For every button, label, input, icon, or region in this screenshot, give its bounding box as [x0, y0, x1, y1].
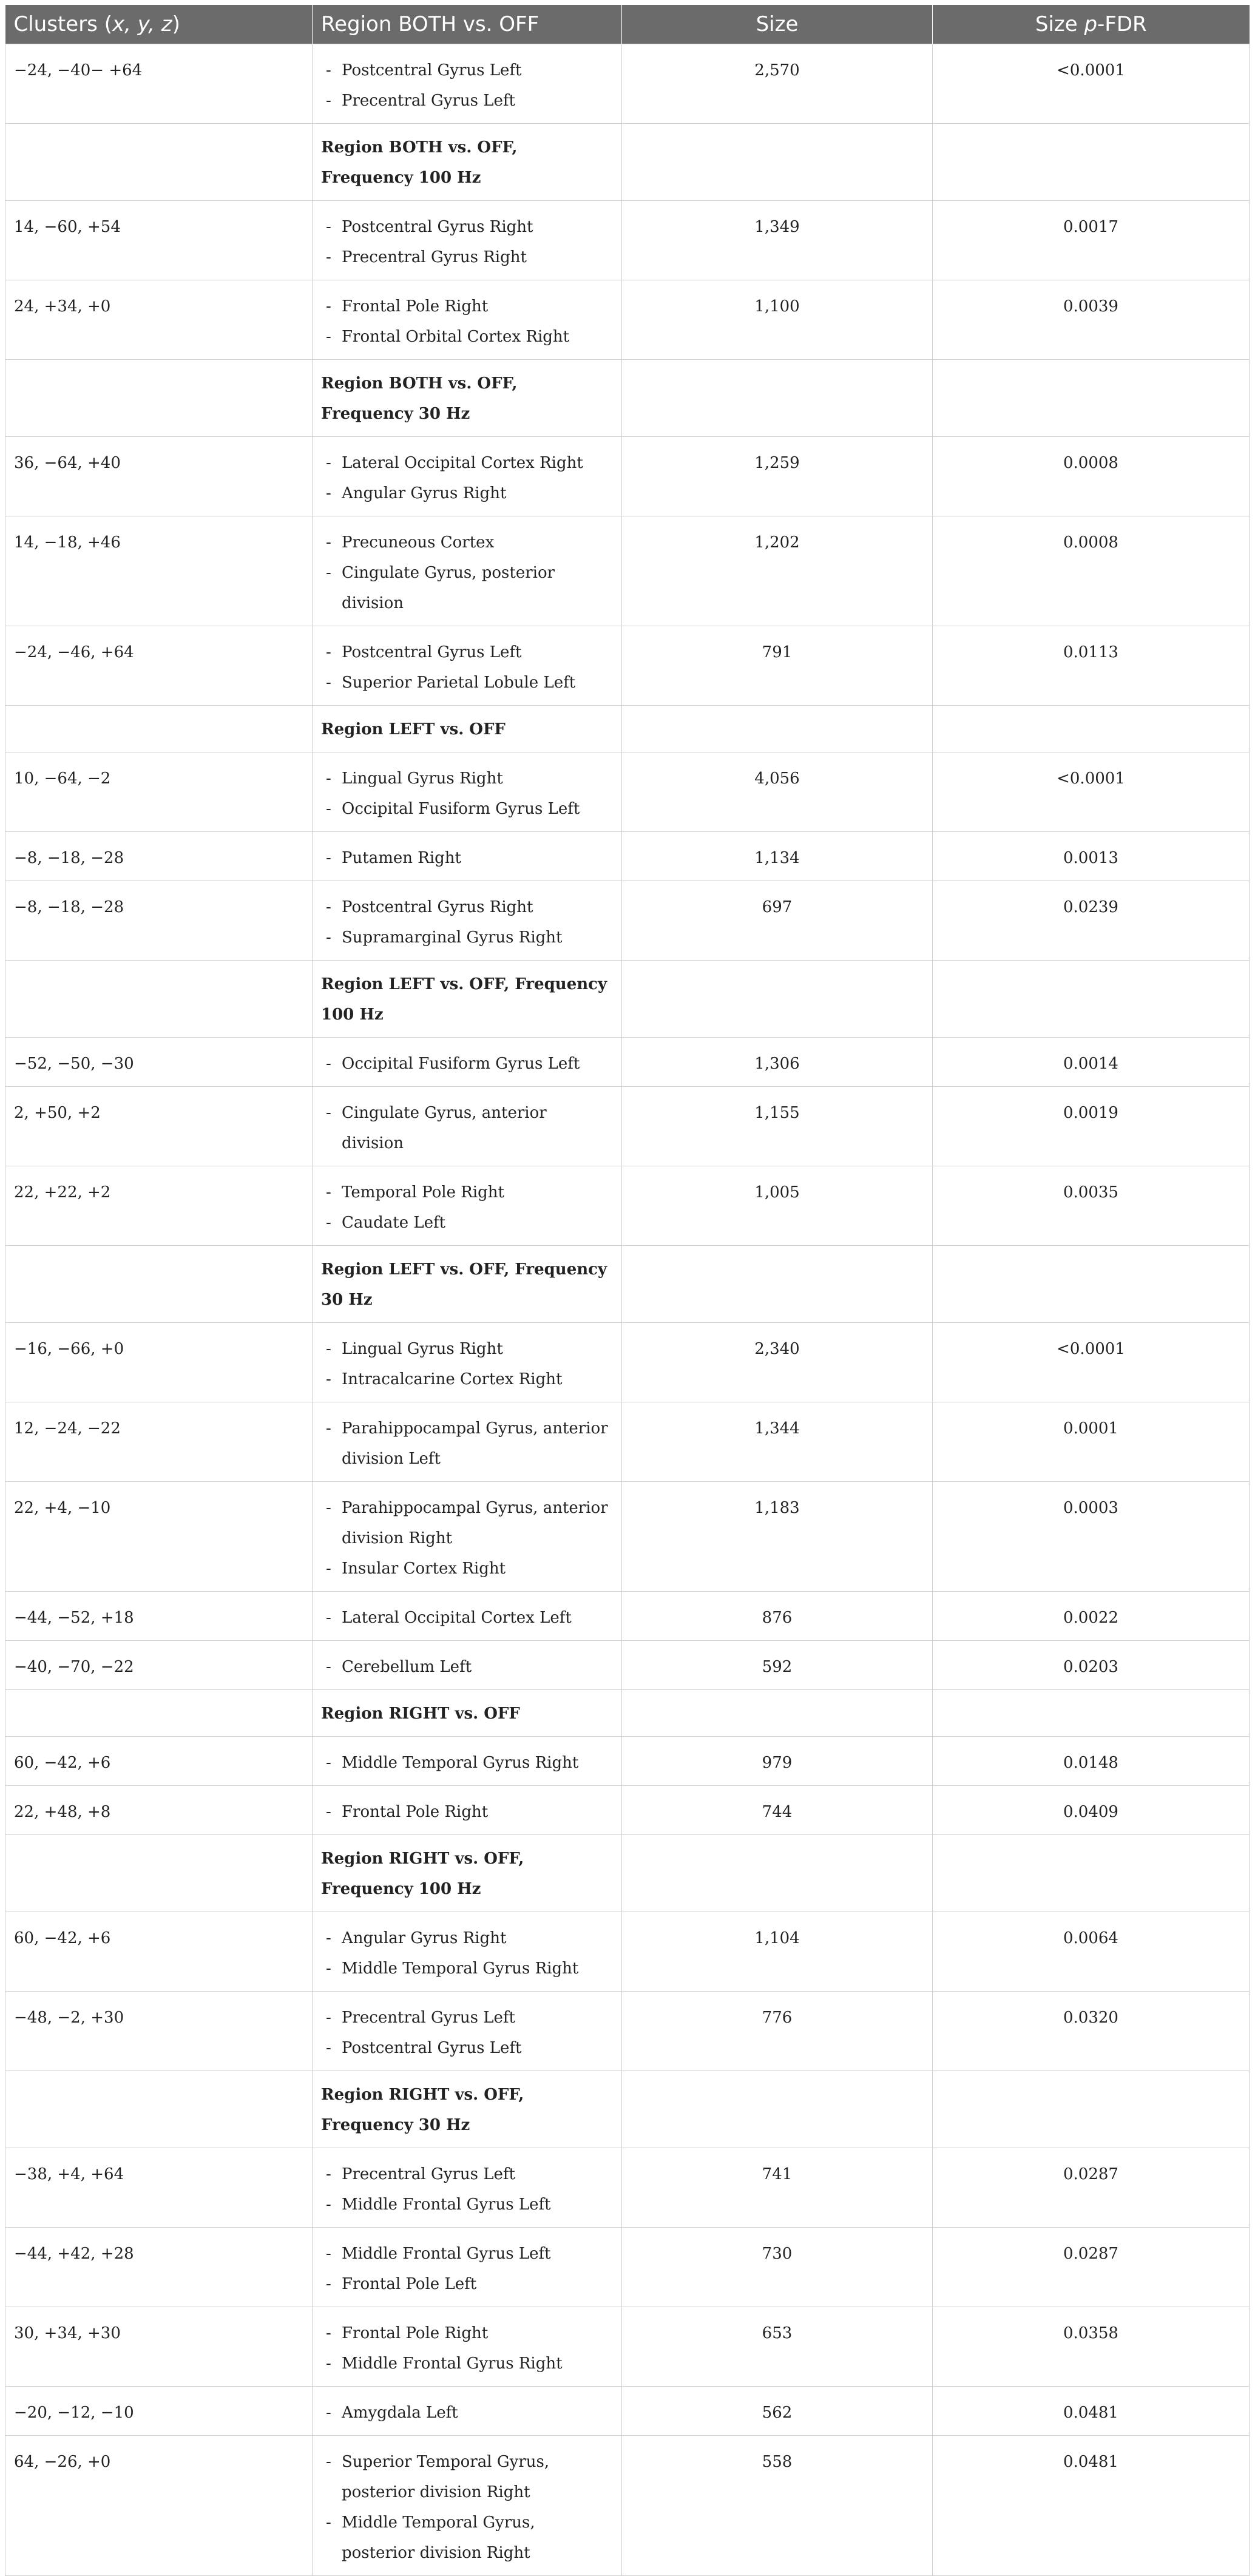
table-row	[5, 2436, 1250, 2576]
cluster-coords: −20, −12, −10	[5, 2387, 313, 2436]
header-clusters: Clusters (x, y, z)	[5, 5, 313, 44]
empty-cell	[933, 706, 1250, 752]
region-list	[313, 2436, 622, 2576]
cluster-size: 1,306	[622, 1038, 933, 1087]
cluster-size: 558	[622, 2436, 933, 2576]
size-pfdr: 0.0481	[933, 2387, 1250, 2436]
empty-cell	[622, 961, 933, 1038]
cluster-coords: −8, −18, −28	[5, 881, 313, 961]
region-item: - Postcentral Gyrus Left	[321, 2033, 613, 2063]
table-row	[5, 626, 1250, 706]
table-row	[5, 1323, 1250, 1402]
table-row	[5, 280, 1250, 360]
table-row	[5, 2148, 1250, 2228]
region-item: - Frontal Pole Right	[321, 1797, 613, 1827]
region-list	[313, 626, 622, 706]
group-label: Region BOTH vs. OFF, Frequency 30 Hz	[313, 360, 622, 437]
cluster-size: 1,183	[622, 1482, 933, 1592]
size-pfdr: 0.0003	[933, 1482, 1250, 1592]
size-pfdr: 0.0148	[933, 1737, 1250, 1786]
cluster-coords: 22, +4, −10	[5, 1482, 313, 1592]
region-list	[313, 2228, 622, 2307]
cluster-coords: 60, −42, +6	[5, 1912, 313, 1992]
cluster-size: 697	[622, 881, 933, 961]
size-pfdr: 0.0320	[933, 1992, 1250, 2071]
size-pfdr: 0.0481	[933, 2436, 1250, 2576]
region-item: - Precentral Gyrus Left	[321, 2159, 613, 2189]
size-pfdr: <0.0001	[933, 1323, 1250, 1402]
size-pfdr: 0.0039	[933, 280, 1250, 360]
cluster-coords: −44, −52, +18	[5, 1592, 313, 1641]
cluster-size: 1,344	[622, 1402, 933, 1482]
size-pfdr: 0.0017	[933, 201, 1250, 280]
size-pfdr: 0.0287	[933, 2148, 1250, 2228]
empty-cell	[933, 1246, 1250, 1323]
group-label: Region RIGHT vs. OFF, Frequency 100 Hz	[313, 1835, 622, 1912]
size-pfdr: 0.0287	[933, 2228, 1250, 2307]
table-row	[5, 1912, 1250, 1992]
size-pfdr: 0.0014	[933, 1038, 1250, 1087]
size-pfdr: 0.0035	[933, 1166, 1250, 1246]
region-item: - Middle Temporal Gyrus Right	[321, 1748, 613, 1778]
table-row	[5, 437, 1250, 516]
empty-cell	[5, 1246, 313, 1323]
empty-cell	[5, 1835, 313, 1912]
region-item: - Lateral Occipital Cortex Right	[321, 448, 613, 478]
header-region: Region BOTH vs. OFF	[313, 5, 622, 44]
region-list	[313, 280, 622, 360]
region-item: - Postcentral Gyrus Right	[321, 892, 613, 922]
region-item: - Cingulate Gyrus, anterior division	[321, 1098, 613, 1158]
cluster-size: 1,134	[622, 832, 933, 881]
cluster-size: 791	[622, 626, 933, 706]
region-list	[313, 1737, 622, 1786]
region-item: - Precentral Gyrus Right	[321, 242, 613, 272]
region-item: - Precuneous Cortex	[321, 527, 613, 558]
cluster-coords: −8, −18, −28	[5, 832, 313, 881]
region-item: - Parahippocampal Gyrus, anterior division Left	[321, 1413, 613, 1474]
region-item: - Frontal Pole Right	[321, 2318, 613, 2348]
cluster-coords: −48, −2, +30	[5, 1992, 313, 2071]
region-item: - Superior Temporal Gyrus, posterior division Right	[321, 2447, 613, 2507]
region-list	[313, 201, 622, 280]
region-list	[313, 1166, 622, 1246]
cluster-size: 876	[622, 1592, 933, 1641]
region-list	[313, 2387, 622, 2436]
region-item: - Insular Cortex Right	[321, 1553, 613, 1584]
size-pfdr: 0.0022	[933, 1592, 1250, 1641]
region-item: - Frontal Orbital Cortex Right	[321, 322, 613, 352]
region-item: - Occipital Fusiform Gyrus Left	[321, 1049, 613, 1079]
table-row	[5, 1641, 1250, 1690]
region-list	[313, 752, 622, 832]
cluster-coords: −24, −46, +64	[5, 626, 313, 706]
group-label: Region LEFT vs. OFF	[313, 706, 622, 752]
cluster-coords: 14, −18, +46	[5, 516, 313, 626]
region-list	[313, 2307, 622, 2387]
region-item: - Supramarginal Gyrus Right	[321, 922, 613, 953]
cluster-size: 592	[622, 1641, 933, 1690]
region-item: - Caudate Left	[321, 1208, 613, 1238]
cluster-size: 1,202	[622, 516, 933, 626]
empty-cell	[622, 706, 933, 752]
header-size: Size	[622, 5, 933, 44]
group-header-row	[5, 1835, 1250, 1912]
region-list	[313, 516, 622, 626]
group-header-row	[5, 1246, 1250, 1323]
region-item: - Postcentral Gyrus Left	[321, 637, 613, 668]
table-body	[5, 44, 1250, 2576]
region-list	[313, 1641, 622, 1690]
cluster-coords: 14, −60, +54	[5, 201, 313, 280]
region-item: - Angular Gyrus Right	[321, 1923, 613, 1953]
empty-cell	[933, 1835, 1250, 1912]
table-row	[5, 2387, 1250, 2436]
region-item: - Amygdala Left	[321, 2398, 613, 2428]
size-pfdr: 0.0008	[933, 437, 1250, 516]
cluster-coords: −16, −66, +0	[5, 1323, 313, 1402]
table-row	[5, 516, 1250, 626]
region-list	[313, 1786, 622, 1835]
table-row	[5, 1038, 1250, 1087]
region-item: - Temporal Pole Right	[321, 1177, 613, 1208]
cluster-coords: 64, −26, +0	[5, 2436, 313, 2576]
table-row	[5, 44, 1250, 124]
size-pfdr: <0.0001	[933, 44, 1250, 124]
group-header-row	[5, 360, 1250, 437]
region-list	[313, 1323, 622, 1402]
cluster-size: 744	[622, 1786, 933, 1835]
table-row	[5, 201, 1250, 280]
empty-cell	[622, 1246, 933, 1323]
region-item: - Frontal Pole Right	[321, 291, 613, 322]
region-item: - Postcentral Gyrus Right	[321, 212, 613, 242]
region-item: - Lingual Gyrus Right	[321, 763, 613, 794]
cluster-coords: 10, −64, −2	[5, 752, 313, 832]
size-pfdr: 0.0008	[933, 516, 1250, 626]
cluster-size: 1,155	[622, 1087, 933, 1166]
empty-cell	[933, 961, 1250, 1038]
region-item: - Intracalcarine Cortex Right	[321, 1364, 613, 1394]
region-item: - Parahippocampal Gyrus, anterior division Right	[321, 1493, 613, 1553]
size-pfdr: 0.0409	[933, 1786, 1250, 1835]
size-pfdr: 0.0113	[933, 626, 1250, 706]
cluster-coords: 22, +22, +2	[5, 1166, 313, 1246]
region-item: - Putamen Right	[321, 843, 613, 873]
cluster-coords: 60, −42, +6	[5, 1737, 313, 1786]
empty-cell	[933, 360, 1250, 437]
group-header-row	[5, 1690, 1250, 1737]
size-pfdr: 0.0064	[933, 1912, 1250, 1992]
cluster-coords: 24, +34, +0	[5, 280, 313, 360]
table-row	[5, 1166, 1250, 1246]
cluster-size: 1,104	[622, 1912, 933, 1992]
cluster-size: 979	[622, 1737, 933, 1786]
empty-cell	[5, 706, 313, 752]
empty-cell	[622, 1690, 933, 1737]
cluster-coords: 22, +48, +8	[5, 1786, 313, 1835]
group-header-row	[5, 706, 1250, 752]
cluster-coords: 36, −64, +40	[5, 437, 313, 516]
empty-cell	[5, 961, 313, 1038]
region-list	[313, 2148, 622, 2228]
empty-cell	[5, 360, 313, 437]
size-pfdr: 0.0001	[933, 1402, 1250, 1482]
region-item: - Middle Temporal Gyrus Right	[321, 1953, 613, 1984]
region-item: - Middle Frontal Gyrus Left	[321, 2239, 613, 2269]
region-item: - Frontal Pole Left	[321, 2269, 613, 2299]
empty-cell	[622, 360, 933, 437]
group-label: Region BOTH vs. OFF, Frequency 100 Hz	[313, 124, 622, 201]
cluster-size: 741	[622, 2148, 933, 2228]
region-item: - Lingual Gyrus Right	[321, 1334, 613, 1364]
cluster-coords: −38, +4, +64	[5, 2148, 313, 2228]
table-row	[5, 1992, 1250, 2071]
region-list	[313, 1992, 622, 2071]
results-table	[5, 5, 1250, 2576]
empty-cell	[933, 2071, 1250, 2148]
region-item: - Occipital Fusiform Gyrus Left	[321, 794, 613, 824]
table-row	[5, 832, 1250, 881]
region-list	[313, 1087, 622, 1166]
table-row	[5, 881, 1250, 961]
group-header-row	[5, 124, 1250, 201]
header-row	[5, 5, 1250, 44]
region-item: - Angular Gyrus Right	[321, 478, 613, 509]
group-header-row	[5, 2071, 1250, 2148]
table-row	[5, 1087, 1250, 1166]
cluster-size: 1,349	[622, 201, 933, 280]
table-row	[5, 1402, 1250, 1482]
region-item: - Cingulate Gyrus, posterior division	[321, 558, 613, 618]
size-pfdr: 0.0239	[933, 881, 1250, 961]
region-list	[313, 1912, 622, 1992]
cluster-size: 730	[622, 2228, 933, 2307]
empty-cell	[5, 2071, 313, 2148]
empty-cell	[622, 2071, 933, 2148]
empty-cell	[622, 124, 933, 201]
group-label: Region RIGHT vs. OFF, Frequency 30 Hz	[313, 2071, 622, 2148]
region-item: - Middle Temporal Gyrus, posterior division Right	[321, 2507, 613, 2568]
region-list	[313, 437, 622, 516]
region-list	[313, 44, 622, 124]
cluster-coords: −52, −50, −30	[5, 1038, 313, 1087]
empty-cell	[5, 124, 313, 201]
cluster-size: 1,100	[622, 280, 933, 360]
cluster-size: 776	[622, 1992, 933, 2071]
table-row	[5, 1482, 1250, 1592]
region-item: - Precentral Gyrus Left	[321, 86, 613, 116]
region-item: - Middle Frontal Gyrus Right	[321, 2348, 613, 2379]
region-item: - Cerebellum Left	[321, 1652, 613, 1682]
size-pfdr: 0.0358	[933, 2307, 1250, 2387]
cluster-size: 1,259	[622, 437, 933, 516]
cluster-coords: −44, +42, +28	[5, 2228, 313, 2307]
cluster-size: 1,005	[622, 1166, 933, 1246]
table-row	[5, 1737, 1250, 1786]
cluster-coords: 2, +50, +2	[5, 1087, 313, 1166]
region-list	[313, 881, 622, 961]
region-list	[313, 1592, 622, 1641]
cluster-size: 653	[622, 2307, 933, 2387]
empty-cell	[5, 1690, 313, 1737]
region-item: - Postcentral Gyrus Left	[321, 55, 613, 86]
region-list	[313, 1402, 622, 1482]
region-item: - Lateral Occipital Cortex Left	[321, 1603, 613, 1633]
cluster-size: 2,340	[622, 1323, 933, 1402]
table-row	[5, 752, 1250, 832]
group-label: Region LEFT vs. OFF, Frequency 30 Hz	[313, 1246, 622, 1323]
region-list	[313, 832, 622, 881]
size-pfdr: <0.0001	[933, 752, 1250, 832]
table-row	[5, 1786, 1250, 1835]
group-header-row	[5, 961, 1250, 1038]
empty-cell	[622, 1835, 933, 1912]
region-list	[313, 1038, 622, 1087]
region-item: - Precentral Gyrus Left	[321, 2003, 613, 2033]
group-label: Region RIGHT vs. OFF	[313, 1690, 622, 1737]
region-item: - Middle Frontal Gyrus Left	[321, 2189, 613, 2220]
cluster-coords: 30, +34, +30	[5, 2307, 313, 2387]
size-pfdr: 0.0019	[933, 1087, 1250, 1166]
group-label: Region LEFT vs. OFF, Frequency 100 Hz	[313, 961, 622, 1038]
region-item: - Superior Parietal Lobule Left	[321, 668, 613, 698]
size-pfdr: 0.0203	[933, 1641, 1250, 1690]
empty-cell	[933, 1690, 1250, 1737]
cluster-size: 562	[622, 2387, 933, 2436]
region-list	[313, 1482, 622, 1592]
empty-cell	[933, 124, 1250, 201]
size-pfdr: 0.0013	[933, 832, 1250, 881]
cluster-coords: −40, −70, −22	[5, 1641, 313, 1690]
cluster-size: 4,056	[622, 752, 933, 832]
cluster-coords: 12, −24, −22	[5, 1402, 313, 1482]
table-row	[5, 2228, 1250, 2307]
cluster-size: 2,570	[622, 44, 933, 124]
cluster-coords: −24, −40− +64	[5, 44, 313, 124]
table-row	[5, 2307, 1250, 2387]
table-row	[5, 1592, 1250, 1641]
header-size-pfdr: Size p-FDR	[933, 5, 1250, 44]
